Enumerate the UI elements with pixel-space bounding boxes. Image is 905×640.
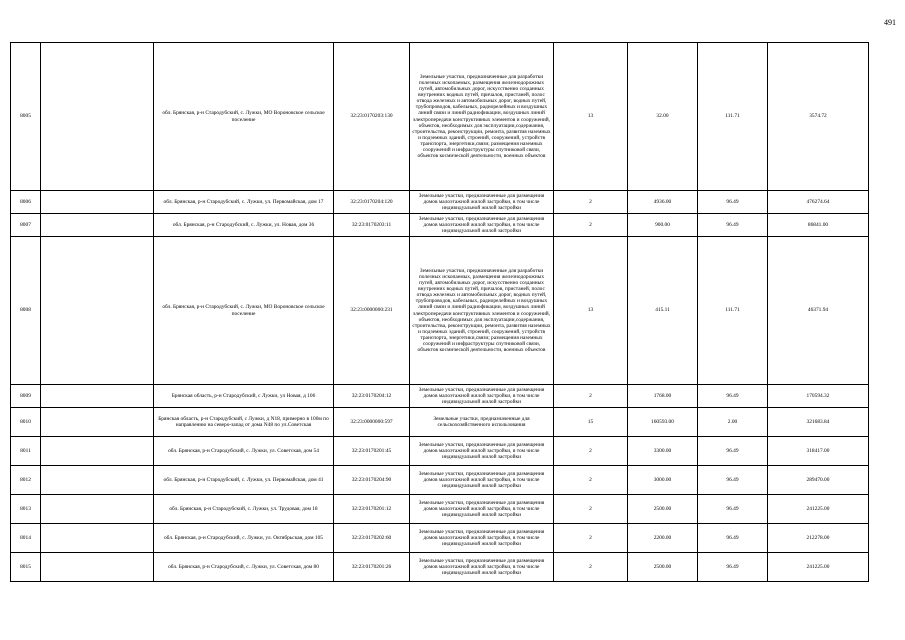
area-cell: 900.00 [628, 214, 698, 237]
address-cell: обл. Брянская, р-н Стародубский, с. Лужки, ул. Советская, дом 54 [154, 437, 334, 466]
empty-cell [41, 495, 154, 524]
cadastral-number-cell: 32:23:0000000:597 [334, 408, 410, 437]
cadastral-number-cell: 32:23:0170204:120 [334, 191, 410, 214]
table-row [11, 437, 869, 466]
group-cell: 13 [554, 43, 628, 191]
cadastral-cost-cell: 3574.72 [768, 43, 869, 191]
empty-cell [41, 466, 154, 495]
group-cell: 2 [554, 437, 628, 466]
address-cell: обл. Брянская, р-н Стародубский, с. Лужки, МО Вороновское сельское поселение [154, 43, 334, 191]
cadastral-number-cell: 32:23:0170203:11 [334, 214, 410, 237]
rate-cell: 111.71 [698, 237, 768, 385]
land-use-cell: Земельные участки, предназначенные для размещения домов малоэтажной жилой застройки, в том числе индивидуальной жилой застройки [410, 437, 554, 466]
cadastral-number-cell: 32:23:0170201:26 [334, 553, 410, 582]
area-cell: 32.00 [628, 43, 698, 191]
page-number: 491 [884, 18, 896, 27]
area-cell: 3000.00 [628, 466, 698, 495]
row-number: 8012 [11, 466, 41, 495]
address-cell: обл. Брянская, р-н Стародубский, с. Лужки, ул. Новая, дом 36 [154, 214, 334, 237]
cadastral-valuation-table [10, 42, 869, 582]
empty-cell [41, 437, 154, 466]
table-row [11, 466, 869, 495]
address-cell: обл. Брянская, р-н Стародубский, с. Лужки, ул. Первомайская, дом 41 [154, 466, 334, 495]
cadastral-number-cell: 32:23:0170201:12 [334, 495, 410, 524]
cadastral-number-cell: 32:23:0170201:45 [334, 437, 410, 466]
address-cell: обл. Брянская, р-н Стародубский, с. Лужки, ул. Октябрьская, дом 105 [154, 524, 334, 553]
table-body [11, 43, 869, 582]
group-cell: 2 [554, 524, 628, 553]
rate-cell: 96.49 [698, 495, 768, 524]
rate-cell: 96.49 [698, 214, 768, 237]
group-cell: 2 [554, 214, 628, 237]
cadastral-number-cell: 32:23:0170204:90 [334, 466, 410, 495]
cadastral-number-cell: 32:23:0170202:60 [334, 524, 410, 553]
table-row [11, 408, 869, 437]
row-number: 8008 [11, 237, 41, 385]
cadastral-cost-cell: 289470.00 [768, 466, 869, 495]
land-use-cell: Земельные участки, предназначенные для размещения домов малоэтажной жилой застройки, в том числе индивидуальной жилой застройки [410, 524, 554, 553]
land-use-cell: Земельные участки, предназначенные для размещения домов малоэтажной жилой застройки, в том числе индивидуальной жилой застройки [410, 385, 554, 408]
land-use-cell: Земельные участки, предназначенные для разработки полезных ископаемых, размещения железнодорожных путей, автомобильных дорог, искусственно созданных внутренних водных путей, причалов, пристаней, полос отвода железных и автомобильных дорог, водных путей, трубопроводов, кабельных, радиорелейных и воздушных линий связи и линий радиофикации, воздушных линий электропередачи конструктивных элементов и сооружений, объектов, необходимых для эксплуатации,содержания, строительства, реконструкции, ремонта, развития наземных и подземных зданий, строений, сооружений, устройств транспорта, энергетики,связи; размещения наземных сооружений и инфраструктуры спутниковой связи, объектов космической деятельности, военных объектов [410, 43, 554, 191]
group-cell: 2 [554, 466, 628, 495]
empty-cell [41, 191, 154, 214]
empty-cell [41, 214, 154, 237]
land-use-cell: Земельные участки, предназначенные для размещения домов малоэтажной жилой застройки, в том числе индивидуальной жилой застройки [410, 214, 554, 237]
table-row [11, 214, 869, 237]
address-cell: обл. Брянская, р-н Стародубский, с. Лужки, МО Вороновское сельское поселение [154, 237, 334, 385]
empty-cell [41, 43, 154, 191]
rate-cell: 111.71 [698, 43, 768, 191]
row-number: 8005 [11, 43, 41, 191]
cadastral-cost-cell: 321683.84 [768, 408, 869, 437]
empty-cell [41, 408, 154, 437]
row-number: 8007 [11, 214, 41, 237]
rate-cell: 96.49 [698, 553, 768, 582]
address-cell: Брянская область, р-н Стародубский, с Лужки, д N18, примерно в 100м по направлению на северо-запад от дома N48 по ул.Советская [154, 408, 334, 437]
land-use-cell: Земельные участки, предназначенные для размещения домов малоэтажной жилой застройки, в том числе индивидуальной жилой застройки [410, 495, 554, 524]
group-cell: 2 [554, 553, 628, 582]
cadastral-cost-cell: 241225.00 [768, 553, 869, 582]
cadastral-cost-cell: 241225.00 [768, 495, 869, 524]
table-row [11, 524, 869, 553]
area-cell: 160593.00 [628, 408, 698, 437]
rate-cell: 96.49 [698, 524, 768, 553]
area-cell: 1768.00 [628, 385, 698, 408]
group-cell: 13 [554, 237, 628, 385]
empty-cell [41, 237, 154, 385]
land-use-cell: Земельные участки, предназначенные для размещения домов малоэтажной жилой застройки, в том числе индивидуальной жилой застройки [410, 553, 554, 582]
area-cell: 415.11 [628, 237, 698, 385]
row-number: 8015 [11, 553, 41, 582]
table-row [11, 495, 869, 524]
address-cell: обл. Брянская, р-н Стародубский, с. Лужки, ул. Первомайская, дом 17 [154, 191, 334, 214]
cadastral-cost-cell: 170594.32 [768, 385, 869, 408]
rate-cell: 96.49 [698, 385, 768, 408]
cadastral-number-cell: 32:23:0170204:12 [334, 385, 410, 408]
group-cell: 2 [554, 385, 628, 408]
table-row [11, 191, 869, 214]
land-use-cell: Земельные участки, предназначенные для размещения домов малоэтажной жилой застройки, в том числе индивидуальной жилой застройки [410, 466, 554, 495]
area-cell: 2500.00 [628, 553, 698, 582]
cadastral-number-cell: 32:23:0170203:130 [334, 43, 410, 191]
land-use-cell: Земельные участки, предназначенные для размещения домов малоэтажной жилой застройки, в том числе индивидуальной жилой застройки [410, 191, 554, 214]
rate-cell: 96.49 [698, 466, 768, 495]
table-row [11, 43, 869, 191]
row-number: 8013 [11, 495, 41, 524]
cadastral-cost-cell: 212278.00 [768, 524, 869, 553]
address-cell: обл. Брянская, р-н Стародубский, с. Лужки, ул. Трудовая, дом 18 [154, 495, 334, 524]
address-cell: Брянская область, р-н Стародубский, с Лужки, ул Новая, д 106 [154, 385, 334, 408]
empty-cell [41, 524, 154, 553]
empty-cell [41, 385, 154, 408]
cadastral-cost-cell: 46371.94 [768, 237, 869, 385]
table-row [11, 237, 869, 385]
table-row [11, 385, 869, 408]
area-cell: 3300.00 [628, 437, 698, 466]
rate-cell: 2.00 [698, 408, 768, 437]
cadastral-cost-cell: 86841.00 [768, 214, 869, 237]
cadastral-cost-cell: 476274.64 [768, 191, 869, 214]
empty-cell [41, 553, 154, 582]
address-cell: обл. Брянская, р-н Стародубский, с. Лужки, ул. Советская, дом 80 [154, 553, 334, 582]
rate-cell: 96.49 [698, 437, 768, 466]
land-use-cell: Земельные участки, предназначенные для разработки полезных ископаемых, размещения железнодорожных путей, автомобильных дорог, искусственно созданных внутренних водных путей, причалов, пристаней, полос отвода железных и автомобильных дорог, водных путей, трубопроводов, кабельных, радиорелейных и воздушных линий связи и линий радиофикации, воздушных линий электропередачи конструктивных элементов и сооружений, объектов, необходимых для эксплуатации,содержания, строительства, реконструкции, ремонта, развития наземных и подземных зданий, строений, сооружений, устройств транспорта, энергетики,связи; размещения наземных сооружений и инфраструктуры спутниковой связи, объектов космической деятельности, военных объектов [410, 237, 554, 385]
rate-cell: 96.49 [698, 191, 768, 214]
area-cell: 2200.00 [628, 524, 698, 553]
cadastral-number-cell: 32:23:0000000:231 [334, 237, 410, 385]
group-cell: 15 [554, 408, 628, 437]
row-number: 8006 [11, 191, 41, 214]
area-cell: 4936.00 [628, 191, 698, 214]
row-number: 8014 [11, 524, 41, 553]
row-number: 8011 [11, 437, 41, 466]
row-number: 8010 [11, 408, 41, 437]
row-number: 8009 [11, 385, 41, 408]
table-row [11, 553, 869, 582]
area-cell: 2500.00 [628, 495, 698, 524]
land-use-cell: Земельные участки, предназначенные для сельскохозяйственного использования [410, 408, 554, 437]
group-cell: 2 [554, 191, 628, 214]
cadastral-cost-cell: 318417.00 [768, 437, 869, 466]
group-cell: 2 [554, 495, 628, 524]
